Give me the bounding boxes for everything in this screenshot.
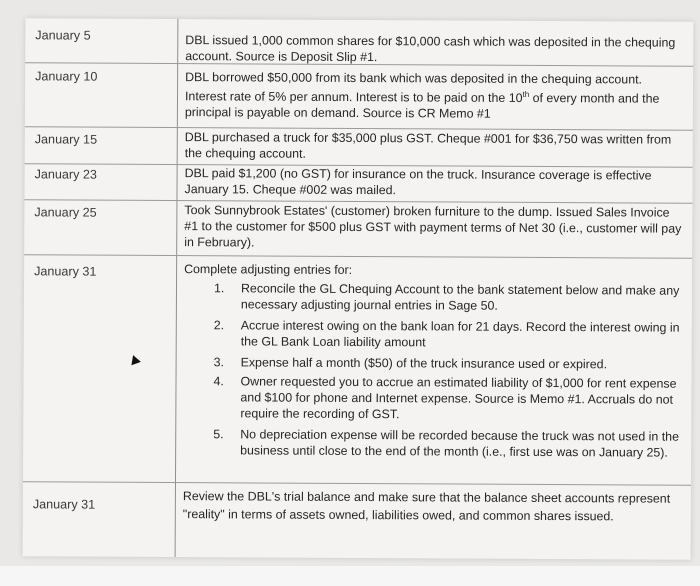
date-cell: January 25: [34, 205, 97, 220]
list-number: 2.: [213, 318, 225, 333]
table-row: [25, 126, 693, 167]
date-cell: January 31: [34, 264, 97, 279]
date-cell: January 31: [32, 497, 96, 512]
list-number: 4.: [213, 373, 224, 388]
list-item: [184, 280, 684, 315]
date-cell: January 15: [34, 132, 98, 147]
list-item-text: No depreciation expense will be recorded because the truck was not used in the business until close to the end of the month (i.e., first use was on January 25).: [240, 427, 680, 460]
date-cell: January 10: [35, 69, 98, 84]
table-row: [25, 62, 693, 130]
table-row: [24, 199, 692, 258]
date-cell: January 23: [34, 167, 97, 182]
list-number: 3.: [213, 355, 224, 370]
transactions-table: [23, 18, 694, 559]
list-number: 5.: [213, 427, 224, 442]
description-cell: DBL borrowed $50,000 from its bank which was deposited in the chequing account. Interest rate of 5% per annum. Interest is to be paid on the 10th of every month and the principal is payable on demand. Source is CR Memo #1: [184, 70, 660, 122]
description-cell: DBL paid $1,200 (no GST) for insurance on the truck. Insurance coverage is effective January 15. Cheque #002 was mailed.: [184, 166, 652, 198]
description-cell: DBL issued 1,000 common shares for $10,000 cash which was deposited in the chequing account. Source is Deposit Slip #1.: [185, 33, 676, 65]
table-row: [24, 163, 692, 203]
date-cell: January 5: [35, 28, 91, 43]
list-item-text: Owner requested you to accrue an estimated liability of $1,000 for rent expense and $100 for phone and Internet expense. Source is Memo #1. Accruals do not require the recording of GST.: [240, 373, 677, 421]
table-row: [23, 254, 692, 485]
list-item: [184, 355, 684, 374]
list-item: [183, 426, 683, 461]
mouse-cursor-icon: [128, 353, 140, 365]
ordinal-suffix: th: [522, 89, 530, 99]
description-cell: [183, 261, 684, 461]
description-cell: DBL purchased a truck for $35,000 plus GST. Cheque #001 for $36,750 was written from the chequing account.: [184, 130, 672, 161]
list-item-text: Expense half a month ($50) of the truck insurance used or expired.: [240, 355, 608, 372]
list-item-text: Reconcile the GL Chequing Account to the bank statement below and make any necessary adjusting journal entries in Sage 50.: [240, 281, 680, 313]
list-number: 1.: [213, 281, 225, 296]
page-footer-strip: [0, 566, 700, 586]
table-row: [25, 18, 693, 66]
list-item: [183, 373, 683, 424]
table-row: [23, 481, 691, 559]
adjusting-intro: Complete adjusting entries for:: [184, 262, 353, 277]
list-item: [184, 317, 684, 352]
list-item-text: Accrue interest owing on the bank loan for 21 days. Record the interest owing in the GL Bank Loan liability amount: [240, 318, 680, 350]
description-cell: Review the DBL's trial balance and make sure that the balance sheet accounts represent "reality" in terms of assets owned, liabilities owed, and common shares issued.: [182, 489, 671, 523]
description-cell: Took Sunnybrook Estates' (customer) broken furniture to the dump. Issued Sales Invoice #1 to the customer for $500 plus GST with payment terms of Net 30 (i.e., customer will pay in February).: [184, 203, 682, 250]
